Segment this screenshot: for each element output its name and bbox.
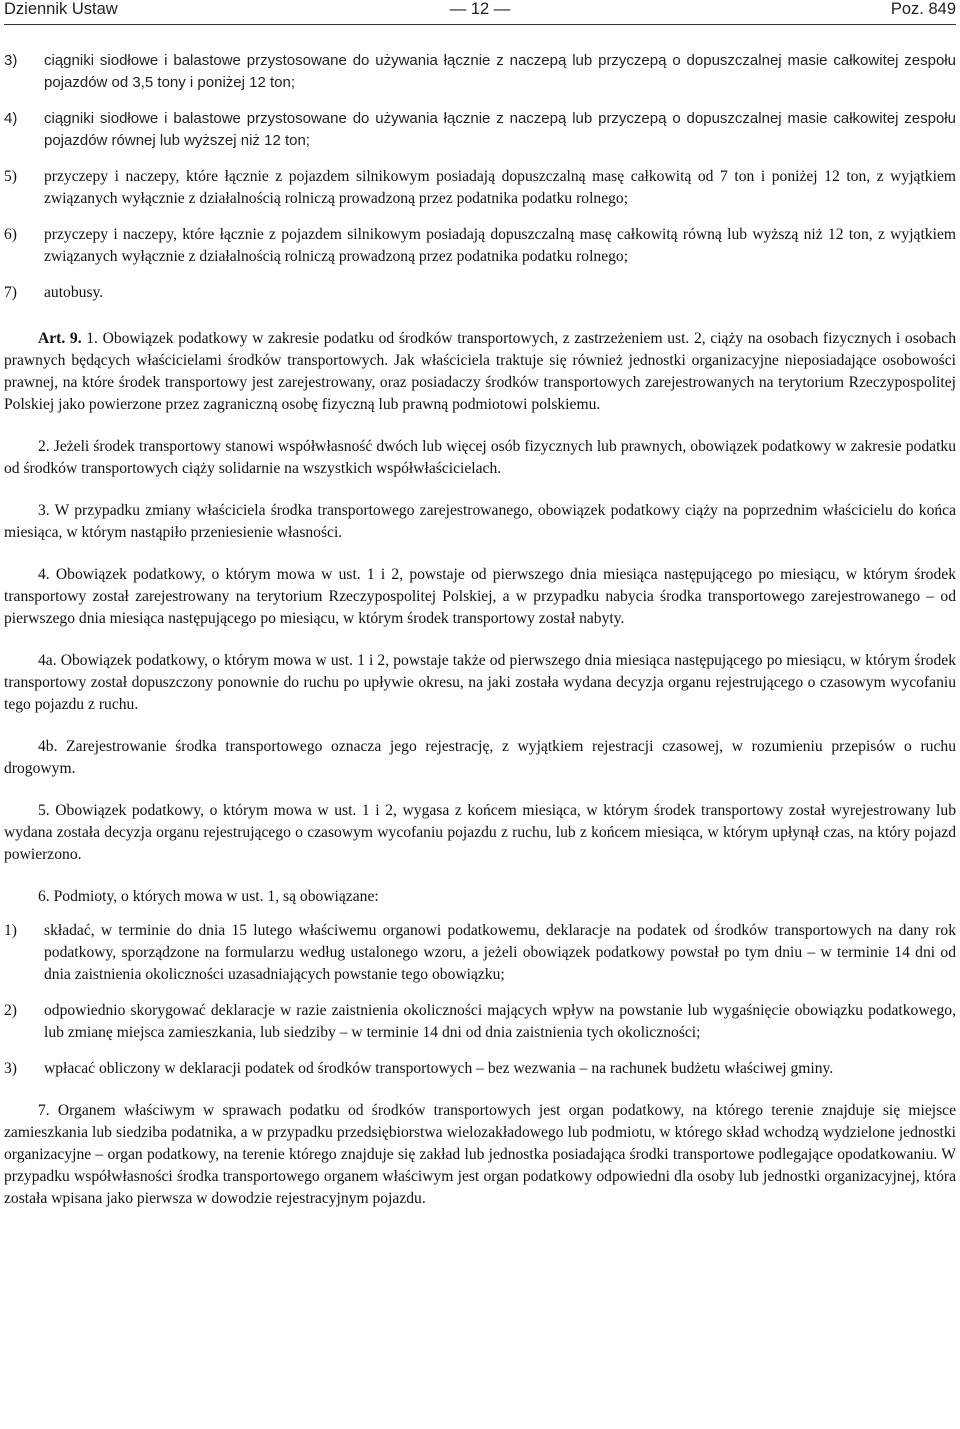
list-number: 5) (4, 168, 17, 185)
journal-title: Dziennik Ustaw (4, 0, 118, 18)
list-item (4, 920, 956, 986)
article-text: 1. Obowiązek podatkowy w zakresie podatku od środków transportowych, z zastrzeżeniem ust. 2, ciąży na osobach fizycznych i osobach prawnych będących właścicielami środków transportowych. Jak właściciela traktuje się również jednostki organizacyjne nieposiadające osobowości prawnej, na które środek transportowy jest zarejestrowany, oraz posiadaczy środków transportowych zarejestrowanych na terytorium Rzeczypospolitej Polskiej jako powierzone przez zagraniczną osobę fizyczną lub prawną podmiotowi polskiemu. (4, 330, 956, 413)
header-rule (4, 24, 956, 25)
list-number: 2) (4, 1002, 17, 1019)
article-9-paragraph-4: 4. Obowiązek podatkowy, o którym mowa w ust. 1 i 2, powstaje od pierwszego dnia miesiąca następującego po miesiącu, w którym środek transportowy został zarejestrowany na terytorium Rzeczypospolitej Polskiej, a w przypadku nabycia środka transportowego zarejestrowanego – od pierwszego dnia miesiąca następującego po miesiącu, w którym środek transportowy został nabyty. (4, 566, 956, 627)
article-9-paragraph-6: 6. Podmioty, o których mowa w ust. 1, są obowiązane: (38, 888, 379, 905)
list-text: ciągniki siodłowe i balastowe przystosowane do używania łącznie z naczepą lub przyczepą o dopuszczalnej masie całkowitej zespołu pojazdów od 3,5 tony i poniżej 12 ton; (44, 52, 956, 91)
list-text: odpowiednio skorygować deklaracje w razie zaistnienia okoliczności mających wpływ na powstanie lub wygaśnięcie obowiązku podatkowego, lub zmianę miejsca zamieszkania, lub siedziby – w terminie 14 dni od dnia zaistnienia tych okoliczności; (44, 1002, 956, 1041)
article-9-paragraph-5: 5. Obowiązek podatkowy, o którym mowa w ust. 1 i 2, wygasa z końcem miesiąca, w którym środek transportowy został wyrejestrowany lub wydana została decyzja organu rejestrującego o czasowym wycofaniu pojazdu z ruchu, lub z końcem miesiąca, w którym upłynął czas, na który pojazd powierzono. (4, 802, 956, 863)
list-text: przyczepy i naczepy, które łącznie z pojazdem silnikowym posiadają dopuszczalną masę całkowitą równą lub wyższą niż 12 ton, z wyjątkiem związanych wyłącznie z działalnością rolniczą prowadzoną przez podatnika podatku rolnego; (44, 226, 956, 265)
list-item (4, 50, 956, 94)
list-number: 3) (4, 52, 18, 69)
article-9-paragraph-1 (4, 328, 956, 416)
list-item (4, 166, 956, 210)
list-number: 1) (4, 922, 17, 939)
list-number: 6) (4, 226, 17, 243)
list-item (4, 108, 956, 152)
article-9-paragraph-4a: 4a. Obowiązek podatkowy, o którym mowa w ust. 1 i 2, powstaje także od pierwszego dnia miesiąca następującego po miesiącu, w którym środek transportowy został dopuszczony ponownie do ruchu po upływie okresu, na jaki została wydana decyzja organu rejestrującego o czasowym wycofaniu tego pojazdu z ruchu. (4, 652, 956, 713)
list-item (4, 1058, 956, 1080)
document-body (4, 50, 956, 1210)
list-item (4, 282, 956, 304)
article-label: Art. 9. (38, 330, 82, 347)
list-number: 7) (4, 284, 17, 301)
list-text: wpłacać obliczony w deklaracji podatek od środków transportowych – bez wezwania – na rachunek budżetu właściwej gminy. (44, 1060, 834, 1077)
article-9-paragraph-2: 2. Jeżeli środek transportowy stanowi współwłasność dwóch lub więcej osób fizycznych lub prawnych, obowiązek podatkowy w zakresie podatku od środków transportowych ciąży solidarnie na wszystkich współwłaścicielach. (4, 438, 956, 477)
article-9-paragraph-7: 7. Organem właściwym w sprawach podatku od środków transportowych jest organ podatkowy, na którego terenie znajduje się miejsce zamieszkania lub siedziba podatnika, a w przypadku przedsiębiorstwa wielozakładowego lub podmiotu, w którego skład wchodzą wydzielone jednostki organizacyjne – organ podatkowy, na terenie którego znajduje się zakład lub jednostka posiadająca środki transportowe podlegające opodatkowaniu. W przypadku współwłasności środka transportowego organem właściwym jest organ podatkowy odpowiedni dla osoby lub jednostki organizacyjnej, która została wpisana jako pierwsza w dowodzie rejestracyjnym pojazdu. (4, 1102, 956, 1207)
page-header (4, 0, 956, 26)
list-text: ciągniki siodłowe i balastowe przystosowane do używania łącznie z naczepą lub przyczepą o dopuszczalnej masie całkowitej zespołu pojazdów równej lub wyższej niż 12 ton; (44, 110, 956, 149)
list-number: 3) (4, 1060, 17, 1077)
article-9-paragraph-3: 3. W przypadku zmiany właściciela środka transportowego zarejestrowanego, obowiązek podatkowy ciąży na poprzednim właścicielu do końca miesiąca, w którym nastąpiło przeniesienie własności. (4, 502, 956, 541)
article-9-paragraph-4b: 4b. Zarejestrowanie środka transportowego oznacza jego rejestrację, z wyjątkiem rejestracji czasowej, w rozumieniu przepisów o ruchu drogowym. (4, 738, 956, 777)
list-item (4, 224, 956, 268)
list-text: przyczepy i naczepy, które łącznie z pojazdem silnikowym posiadają dopuszczalną masę całkowitą od 7 ton i poniżej 12 ton, z wyjątkiem związanych wyłącznie z działalnością rolniczą prowadzoną przez podatnika podatku rolnego; (44, 168, 956, 207)
list-text: składać, w terminie do dnia 15 lutego właściwemu organowi podatkowemu, deklaracje na podatek od środków transportowych na dany rok podatkowy, sporządzone na formularzu według ustalonego wzoru, a jeżeli obowiązek podatkowy powstał po tym dniu – w terminie 14 dni od dnia zaistnienia okoliczności uzasadniających powstanie tego obowiązku; (44, 922, 956, 983)
list-number: 4) (4, 110, 18, 127)
position-number: Poz. 849 (890, 0, 956, 18)
list-item (4, 1000, 956, 1044)
list-text: autobusy. (44, 284, 104, 301)
page-number: — 12 — (449, 0, 511, 18)
